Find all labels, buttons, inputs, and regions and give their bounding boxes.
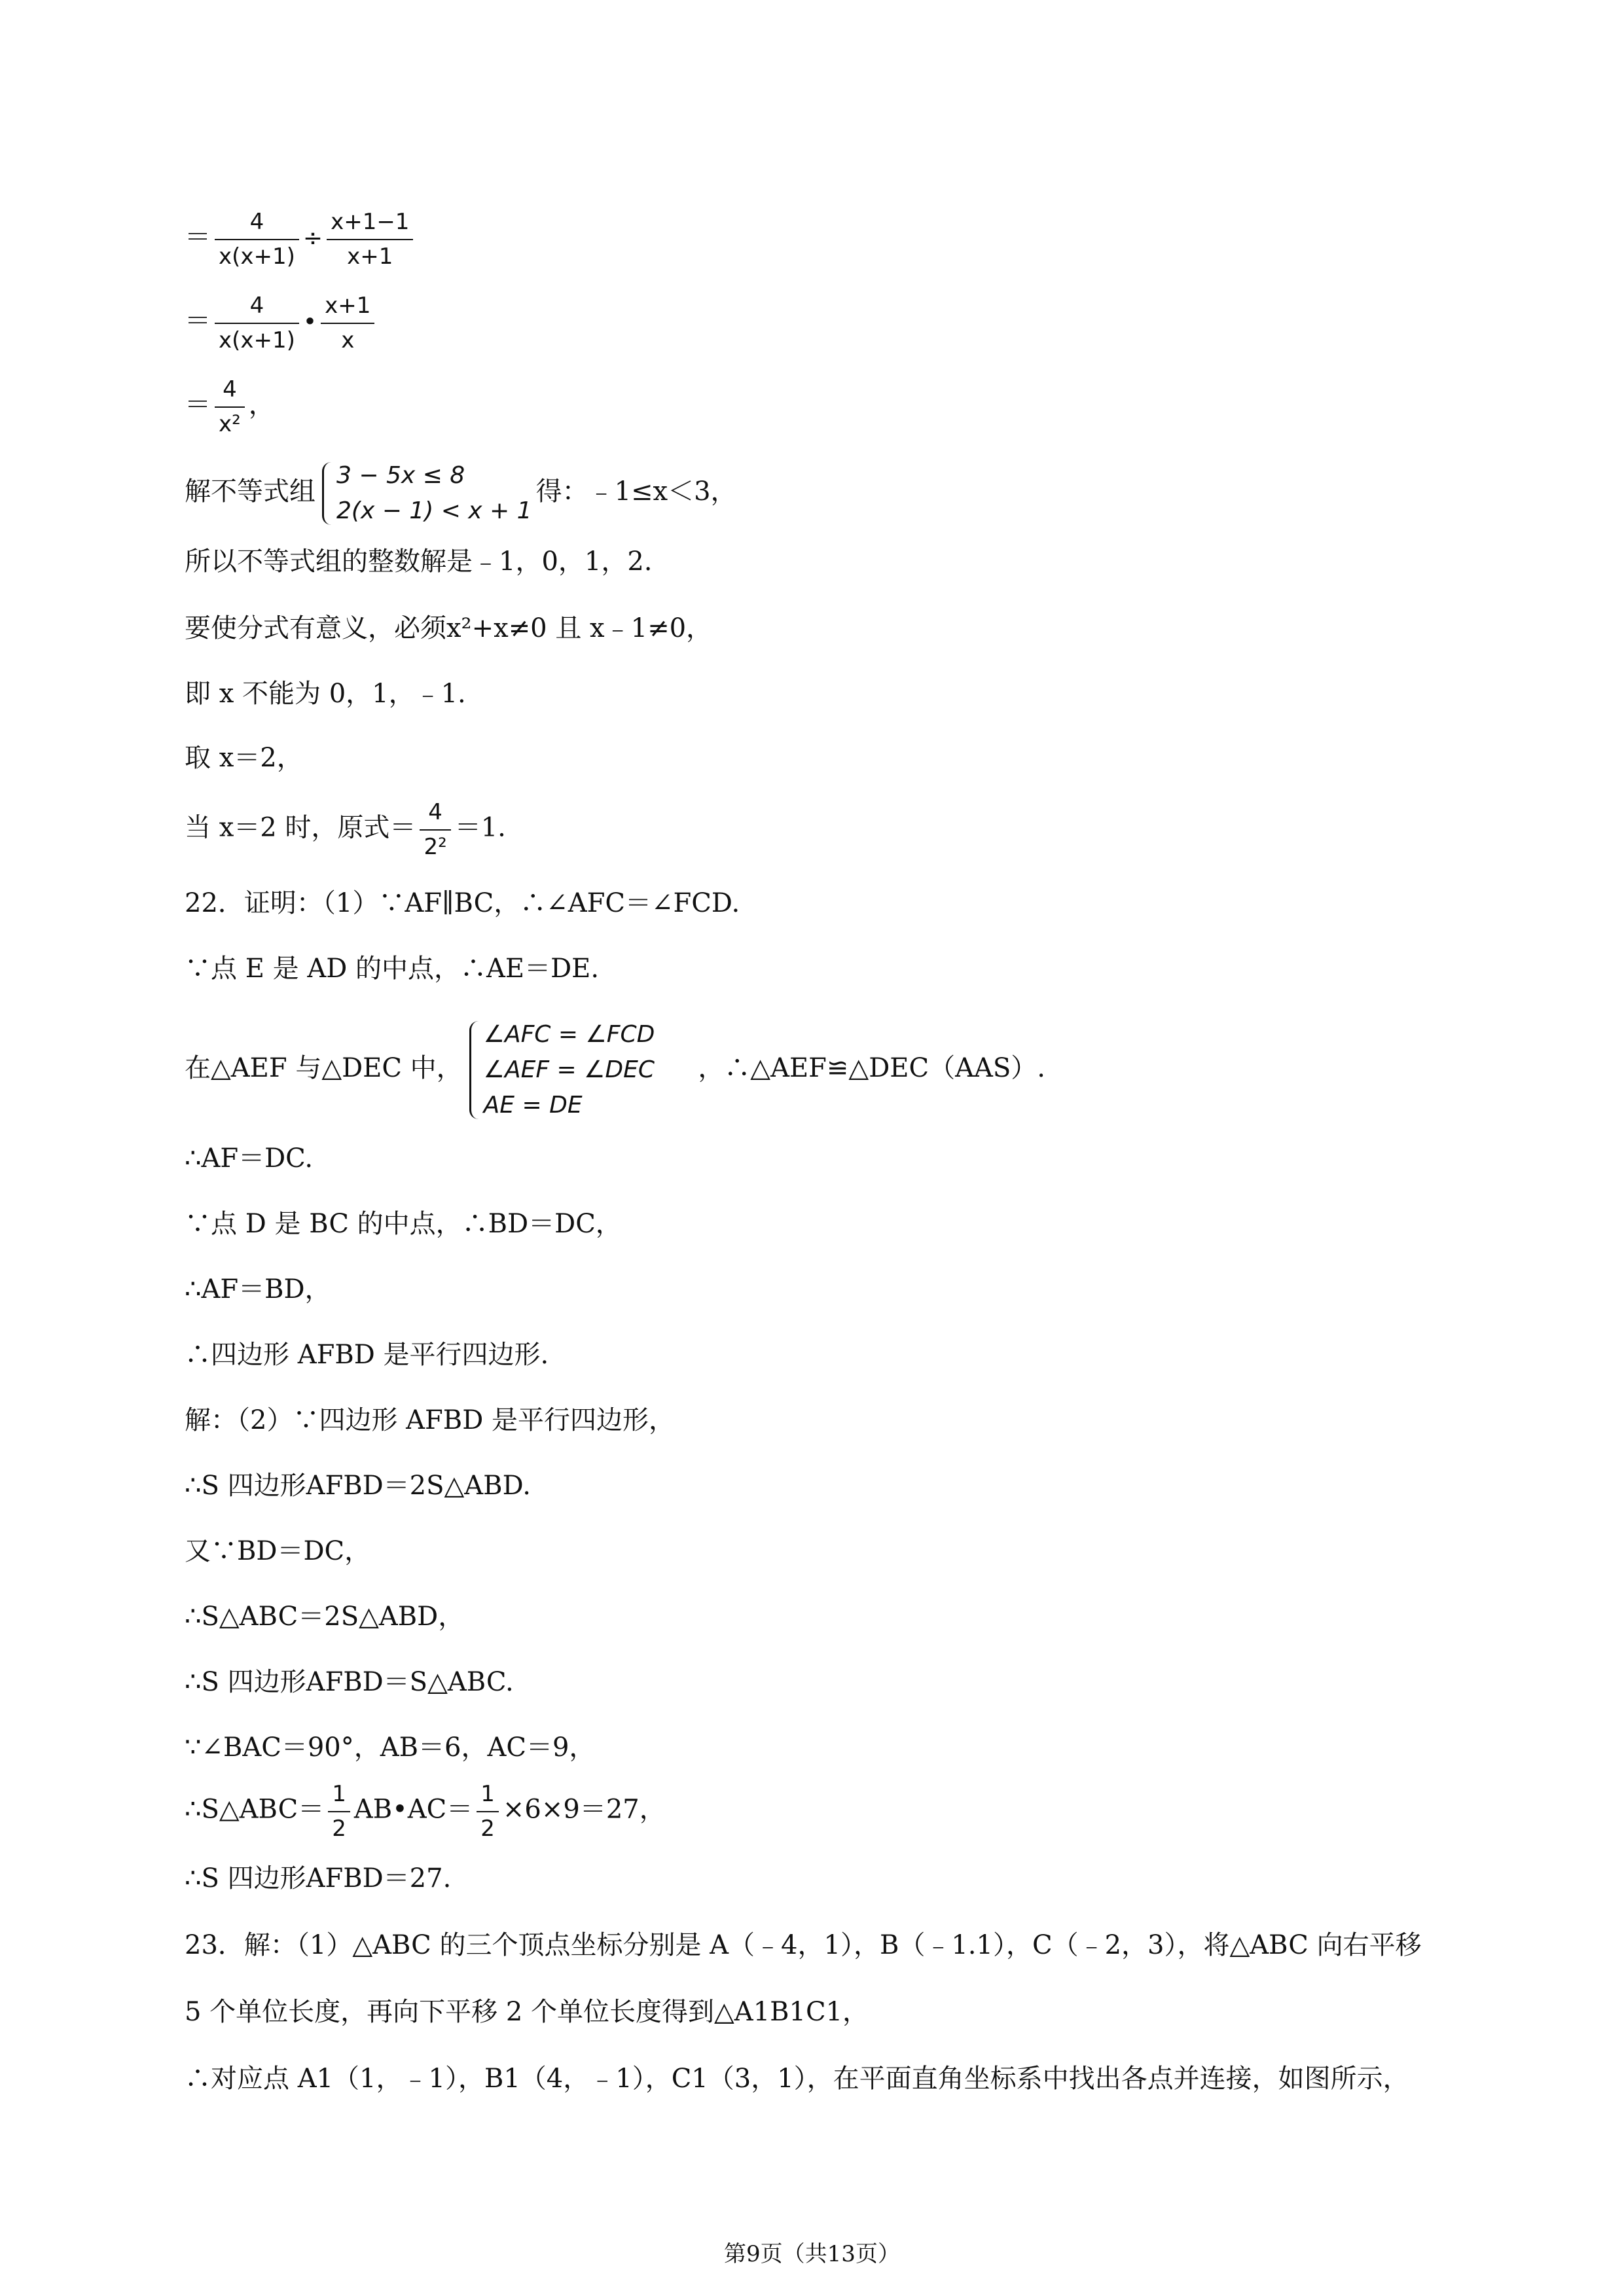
text-line: ∴S 四边形AFBD＝S△ABC.	[185, 1667, 514, 1697]
text-line: 取 x＝2，	[185, 743, 303, 773]
evaluation-line: 当 x＝2 时，原式＝ $\frac{4}{\text{2²}}$ ＝1.	[185, 799, 506, 860]
fraction: $\frac{4}{x(x+1)}$	[215, 208, 299, 270]
expr-line-3: ＝ $\frac{4}{\text{x²}}$ ，	[185, 376, 275, 437]
text-line: 又∵BD＝DC，	[185, 1536, 371, 1566]
expr-line-2: ＝ $\frac{4}{x(x+1)}$ • $\frac{x+1}{x}$	[185, 292, 378, 354]
text-line: 所以不等式组的整数解是﹣1，0，1，2.	[185, 547, 653, 577]
inequality-system-line: 解不等式组 3 − 5x ≤ 8 2(x − 1) < x + 1 得：﹣1≤x＜3，	[185, 458, 737, 529]
text-line: 5 个单位长度，再向下平移 2 个单位长度得到△A1B1C1，	[185, 1997, 869, 2027]
text-line: 要使分式有意义，必须x²+x≠0 且 x﹣1≠0，	[185, 613, 713, 643]
expr-line-1: ＝ $\frac{4}{x(x+1)}$ ÷ $\frac{x+1-1}{x+1}$	[185, 208, 417, 270]
text-line: ∴S 四边形AFBD＝27.	[185, 1863, 452, 1893]
fraction: $\frac{4}{\text{x²}}$	[215, 376, 245, 438]
fraction: $\frac{1}{2}$	[328, 1780, 350, 1842]
congruence-line: 在△AEF 与△DEC 中， ∠AFC = ∠FCD ∠AEF = ∠DEC AE = DE ，∴△AEF≌△DEC（AAS）.	[185, 1017, 1045, 1123]
fraction: $\frac{4}{\text{2²}}$	[420, 798, 450, 861]
text-line: ∴AF＝BD，	[185, 1274, 331, 1304]
text-line: ∵点 E 是 AD 的中点，∴AE＝DE.	[185, 954, 600, 984]
text-line: ∴对应点 A1（1，﹣1），B1（4，﹣1），C1（3，1），在平面直角坐标系中找出各点并连接，如图所示，	[185, 2064, 1409, 2094]
fraction: $\frac{x+1}{x}$	[321, 292, 374, 354]
text-line: 即 x 不能为 0，1，﹣1.	[185, 679, 466, 709]
text-line: ∵∠BAC＝90°，AB＝6，AC＝9，	[185, 1732, 596, 1763]
text-line: ∴S△ABC＝2S△ABD，	[185, 1602, 465, 1632]
text-line: ∵点 D 是 BC 的中点，∴BD＝DC，	[185, 1209, 622, 1239]
text-line: 23．解：（1）△ABC 的三个顶点坐标分别是 A（﹣4，1），B（﹣1.1），C（﹣2，3），将△ABC 向右平移	[185, 1930, 1422, 1960]
fraction: $\frac{x+1-1}{x+1}$	[327, 208, 413, 270]
text-line: 解：（2）∵四边形 AFBD 是平行四边形，	[185, 1405, 675, 1435]
text-line: ∴S 四边形AFBD＝2S△ABD.	[185, 1471, 531, 1501]
text-line: 22．证明：（1）∵AF∥BC，∴∠AFC＝∠FCD.	[185, 888, 740, 918]
fraction: $\frac{1}{2}$	[477, 1780, 499, 1842]
text-line: ∴AF＝DC.	[185, 1143, 314, 1174]
area-calculation-line: ∴S△ABC＝ $\frac{1}{2}$ AB•AC＝ $\frac{1}{2}$ ×6×9＝27，	[185, 1781, 666, 1842]
inequality-system: 3 − 5x ≤ 8 2(x − 1) < x + 1	[319, 458, 532, 529]
condition-system: ∠AFC = ∠FCD ∠AEF = ∠DEC AE = DE	[467, 1017, 655, 1123]
fraction: $\frac{4}{x(x+1)}$	[215, 292, 299, 354]
page-footer: 第9页（共13页）	[724, 2241, 900, 2267]
text-line: ∴四边形 AFBD 是平行四边形.	[185, 1340, 549, 1370]
